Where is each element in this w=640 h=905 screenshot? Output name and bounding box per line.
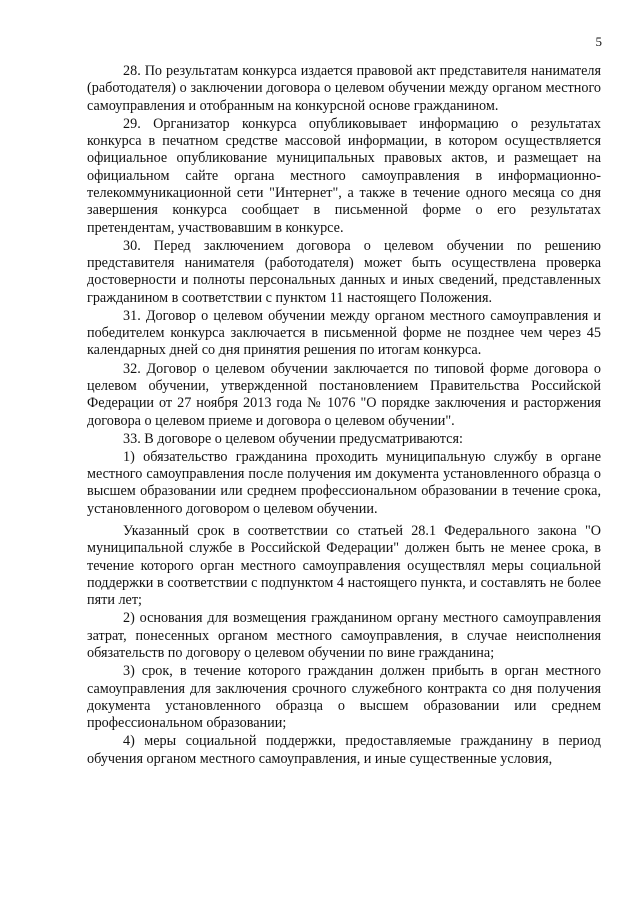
paragraph-30: 30. Перед заключением договора о целевом обучении по решению представителя нанимателя (работодателя) может быть осуществлена проверка достоверности и полноты персональных данных и иных сведений, представленных гражданином в соответствии с пунктом 11 настоящего Положения. [87,237,601,306]
paragraph-28: 28. По результатам конкурса издается правовой акт представителя нанимателя (работодателя) о заключении договора о целевом обучении между органом местного самоуправления и отобранным на конкурсной основе гражданином. [87,63,601,114]
paragraph-33-item-2: 2) основания для возмещения гражданином органу местного самоуправления затрат, понесенных органом местного самоуправления, в случае неисполнения обязательств по договору о целевом обучении по вине гражданина; [87,610,601,662]
paragraph-29: 29. Организатор конкурса опубликовывает информацию о результатах конкурса в печатном средстве массовой информации, в котором осуществляется официальное опубликование муниципальных правовых актов, и размещает на официальном сайте органа местного самоуправления в информационно-телекоммуникационной сети "Интернет", а также в течение одного месяца со дня завершения конкурса сообщает в письменной форме о его результатах претендентам, участвовавшим в конкурсе. [87,115,601,236]
paragraph-33-item-1: 1) обязательство гражданина проходить муниципальную службу в органе местного самоуправления после получения им документа установленного образца о высшем образовании или среднем профессиональном образовании в течение срока, установленного договором о целевом обучении. [87,448,601,517]
page-number: 5 [595,34,602,49]
paragraph-32: 32. Договор о целевом обучении заключается по типовой форме договора о целевом обучении, утвержденной постановлением Правительства Российской Федерации от 27 ноября 2013 года № 1076 "О порядке заключения и расторжения договора о целевом приеме и договора о целевом обучении". [87,360,601,429]
paragraph-33: 33. В договоре о целевом обучении предусматриваются: [123,430,463,447]
paragraph-31: 31. Договор о целевом обучении между органом местного самоуправления и победителем конкурса заключается в письменной форме не позднее чем через 45 календарных дней со дня принятия решения по итогам конкурса. [87,307,601,359]
document-body [87,63,601,769]
paragraph-33-item-4: 4) меры социальной поддержки, предоставляемые гражданину в период обучения органом местного самоуправления, и иные существенные условия, [87,733,601,767]
paragraph-33-item-1-term: Указанный срок в соответствии со статьей 28.1 Федерального закона "О муниципальной службе в Российской Федерации" должен быть не менее срока, в течение которого орган местного самоуправления осуществлял меры социальной поддержки в соответствии с подпунктом 4 настоящего пункта, и составлять не более пяти лет; [87,523,601,609]
paragraph-33-item-3: 3) срок, в течение которого гражданин должен прибыть в орган местного самоуправления для заключения срочного служебного контракта со дня получения документа установленного образца о высшем образовании или среднем профессиональном образовании; [87,663,601,732]
